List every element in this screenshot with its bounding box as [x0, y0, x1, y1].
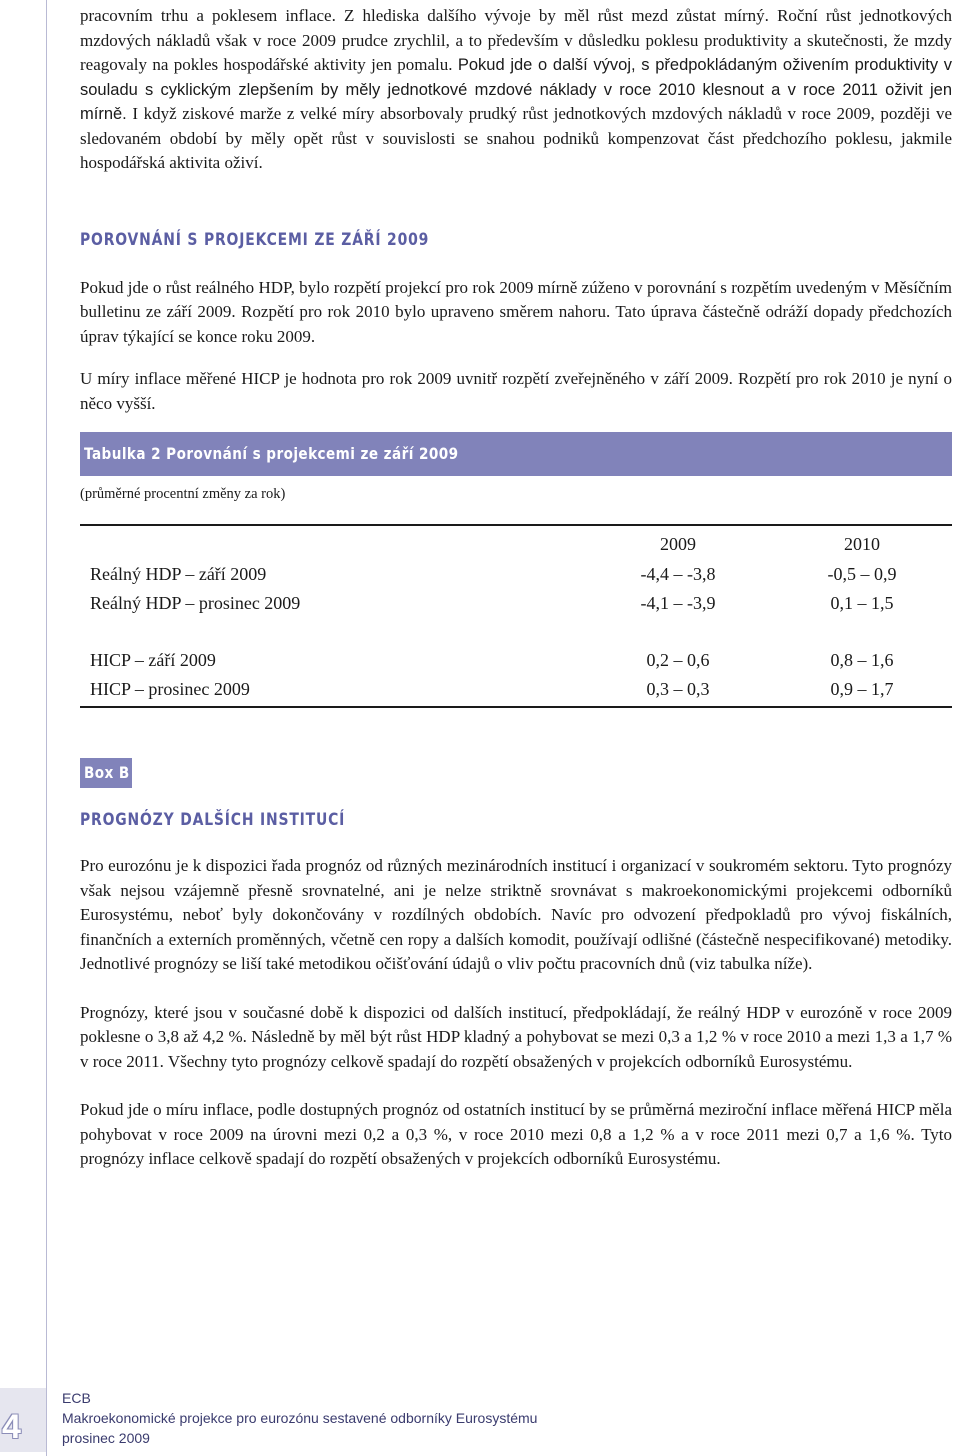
box-paragraph-3: Pokud jde o míru inflace, podle dostupných prognóz od ostatních institucí by se průměrná meziroční inflace měřená HICP měla pohybovat v roce 2009 na úrovni mezi 0,2 a 0,3 %, v roce 2010 mezi 0,8 a 1,2 % a v roce 2011 mezi 0,7 a 1,6 %. Tyto prognózy inflace celkově spadají do rozpětí obsažených v projekcích odborníků Eurosystému.	[80, 1100, 952, 1168]
value-2009: 0,2 – 0,6	[646, 650, 710, 670]
margin-rule	[46, 0, 47, 1456]
page-number: 4	[2, 1408, 21, 1446]
table-row	[80, 589, 952, 618]
value-2010: 0,9 – 1,7	[830, 679, 894, 699]
column-header-2010: 2010	[844, 534, 880, 554]
box-label: Box B	[84, 763, 130, 782]
row-label: Reálný HDP – prosinec 2009	[90, 593, 301, 613]
value-2009: -4,1 – -3,9	[640, 593, 716, 613]
value-2010: 0,1 – 1,5	[830, 593, 894, 613]
intro-text-b: Pokud jde o další vývoj, s předpokládaným oživením produktivity v souladu s cyklickým zlepšením by měly jednotkové mzdové náklady v roce 2010 klesnout a v roce 2011 oživit jen mírně.	[80, 56, 953, 123]
table-row	[80, 675, 952, 704]
table-subtitle: (průměrné procentní změny za rok)	[80, 486, 286, 502]
intro-paragraph	[80, 4, 952, 176]
value-2010: -0,5 – 0,9	[827, 564, 897, 584]
box-paragraph-2: Prognózy, které jsou v současné době k dispozici od dalších institucí, předpokládají, že reálný HDP v eurozóně v roce 2009 poklesne o 3,8 až 4,2 %. Následně by měl být růst HDP kladný a pohybovat se mezi 0,3 a 1,2 % v roce 2010 a mezi 1,3 a 1,7 % v roce 2011. Všechny tyto prognózy celkově spadají do rozpětí obsažených v projekcích odborníků Eurosystému.	[80, 1002, 952, 1071]
footer-publisher: ECB	[62, 1390, 91, 1406]
box-label-bar	[80, 758, 132, 788]
comparison-paragraph-2: U míry inflace měřené HICP je hodnota pro rok 2009 uvnitř rozpětí zveřejněného v září 2009. Rozpětí pro rok 2010 je nyní o něco vyšší.	[80, 369, 952, 413]
projection-table	[80, 526, 952, 706]
row-label: HICP – září 2009	[90, 650, 216, 670]
value-2009: -4,4 – -3,8	[640, 564, 716, 584]
page-footer	[0, 1384, 960, 1456]
table-title-bar	[80, 432, 952, 476]
section-heading-comparison: POROVNÁNÍ S PROJEKCEMI ZE ZÁŘÍ 2009	[80, 229, 430, 250]
page-number-box	[0, 1388, 46, 1452]
row-label: HICP – prosinec 2009	[90, 679, 250, 699]
value-2010: 0,8 – 1,6	[830, 650, 894, 670]
intro-text-a: pracovním trhu a poklesem inflace. Z hlediska dalšího vývoje by měl růst mezd zůstat mírný. Roční růst jednotkových mzdových nákladů však v roce 2009 prudce zrychlil, a to především v důsledku poklesu produktivity a skutečnosti, že mzdy reagovaly na pokles hospodářské aktivity jen pomalu.	[80, 6, 952, 74]
page-content	[80, 4, 952, 1172]
table-row	[80, 646, 952, 675]
comparison-paragraph-1: Pokud jde o růst reálného HDP, bylo rozpětí projekcí pro rok 2009 mírně zúženo v porovnání s rozpětím uvedeným v Měsíčním bulletinu ze září 2009. Rozpětí pro rok 2010 bylo upraveno směrem nahoru. Tato úprava částečně odráží dopady předchozích úprav týkající se konce roku 2009.	[80, 277, 952, 346]
value-2009: 0,3 – 0,3	[646, 679, 710, 699]
box-heading: PROGNÓZY DALŠÍCH INSTITUCÍ	[80, 810, 346, 830]
footer-publication-title: Makroekonomické projekce pro eurozónu sestavené odborníky Eurosystému	[62, 1410, 538, 1426]
table-header-row	[80, 530, 952, 559]
row-label: Reálný HDP – září 2009	[90, 564, 267, 584]
table-row	[80, 560, 952, 589]
box-paragraph-1: Pro eurozónu je k dispozici řada prognóz od různých mezinárodních institucí i organizací v soukromém sektoru. Tyto prognózy však nejsou vzájemně přesně srovnatelné, ani je nelze striktně srovnávat s makroekonomickými projekcemi odborníků Eurosystému, neboť byly dokončovány v rozdílných obdobích. Navíc pro odvození předpokladů pro vývoj fiskálních, finančních a externích proměnných, včetně cen ropy a dalších komodit, používají odlišné (částečně nespecifikované) metodiky. Jednotlivé prognózy se liší také metodikou očišťování údajů o vliv počtu pracovních dnů (viz tabulka níže).	[80, 856, 952, 973]
table-title: Tabulka 2 Porovnání s projekcemi ze září 2009	[84, 444, 459, 463]
footer-date: prosinec 2009	[62, 1430, 150, 1446]
column-header-2009: 2009	[660, 534, 696, 554]
intro-text-c: I když ziskové marže z velké míry absorbovaly prudký růst jednotkových mzdových nákladů v roce 2009, později ve sledovaném období by měly opět růst v souvislosti se snahou podniků kompenzovat část předchozího poklesu, jakmile hospodářská aktivita oživí.	[80, 104, 953, 172]
